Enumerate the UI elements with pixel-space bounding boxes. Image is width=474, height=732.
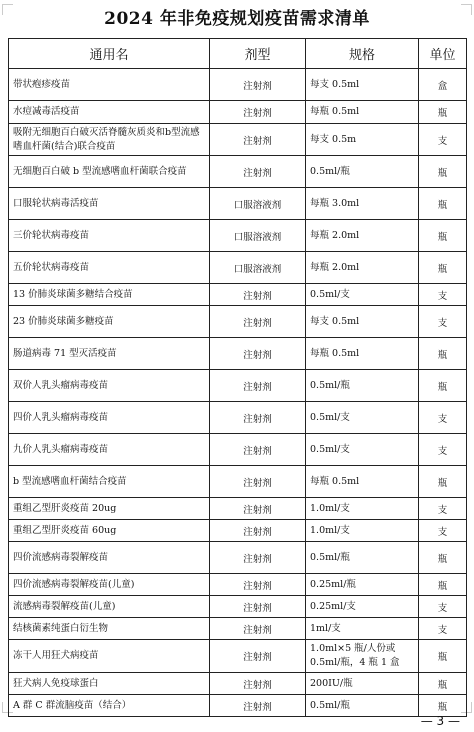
vaccine-name-cell: 吸附无细胞百白破灭活脊髓灰质炎和b型流感嗜血杆菌(结合)联合疫苗 — [9, 124, 210, 156]
unit-cell: 瓶 — [419, 220, 467, 252]
vaccine-name-cell: 23 价肺炎球菌多糖疫苗 — [9, 306, 210, 338]
vaccine-name-cell: b 型流感嗜血杆菌结合疫苗 — [9, 466, 210, 498]
unit-cell: 瓶 — [419, 574, 467, 596]
specification-cell: 0.5ml/支 — [306, 434, 419, 466]
vaccine-name-cell: 四价人乳头瘤病毒疫苗 — [9, 402, 210, 434]
table-row — [9, 466, 467, 498]
document-title: 2024 年非免疫规划疫苗需求清单 — [104, 9, 370, 29]
column-header-form: 剂型 — [210, 39, 306, 69]
specification-cell: 0.5ml/瓶 — [306, 695, 419, 717]
unit-cell: 支 — [419, 596, 467, 618]
table-row — [9, 618, 467, 640]
dosage-form-cell: 注射剂 — [210, 402, 306, 434]
unit-cell: 瓶 — [419, 542, 467, 574]
dosage-form-cell: 注射剂 — [210, 434, 306, 466]
specification-cell: 0.5ml/支 — [306, 284, 419, 306]
unit-cell: 瓶 — [419, 695, 467, 717]
unit-cell: 瓶 — [419, 338, 467, 370]
unit-cell: 瓶 — [419, 466, 467, 498]
table-row — [9, 434, 467, 466]
table-row — [9, 220, 467, 252]
unit-cell: 瓶 — [419, 370, 467, 402]
unit-cell: 瓶 — [419, 101, 467, 124]
specification-cell: 每瓶 2.0ml — [306, 252, 419, 284]
specification-cell: 1ml/支 — [306, 618, 419, 640]
table-row — [9, 574, 467, 596]
column-header-spec: 规格 — [306, 39, 419, 69]
table-row — [9, 284, 467, 306]
table-row — [9, 306, 467, 338]
table-row — [9, 596, 467, 618]
dosage-form-cell: 注射剂 — [210, 306, 306, 338]
specification-cell: 每瓶 0.5ml — [306, 338, 419, 370]
dosage-form-cell: 注射剂 — [210, 284, 306, 306]
dosage-form-cell: 口服溶液剂 — [210, 252, 306, 284]
unit-cell: 瓶 — [419, 252, 467, 284]
table-row — [9, 498, 467, 520]
table-row — [9, 188, 467, 220]
specification-cell: 0.5ml/支 — [306, 402, 419, 434]
dosage-form-cell: 口服溶液剂 — [210, 220, 306, 252]
vaccine-name-cell: 四价流感病毒裂解疫苗 — [9, 542, 210, 574]
unit-cell: 盒 — [419, 69, 467, 101]
specification-cell: 每瓶 3.0ml — [306, 188, 419, 220]
vaccine-name-cell: 双价人乳头瘤病毒疫苗 — [9, 370, 210, 402]
specification-cell: 每支 0.5m — [306, 124, 419, 156]
table-row — [9, 252, 467, 284]
vaccine-name-cell: 重组乙型肝炎疫苗 60ug — [9, 520, 210, 542]
unit-cell: 支 — [419, 434, 467, 466]
specification-cell: 每支 0.5ml — [306, 69, 419, 101]
column-header-unit: 单位 — [419, 39, 467, 69]
unit-cell: 支 — [419, 402, 467, 434]
table-row — [9, 69, 467, 101]
specification-cell: 0.25ml/瓶 — [306, 574, 419, 596]
table-row — [9, 338, 467, 370]
vaccine-name-cell: 冻干人用狂犬病疫苗 — [9, 640, 210, 673]
unit-cell: 瓶 — [419, 673, 467, 695]
vaccine-name-cell: 九价人乳头瘤病毒疫苗 — [9, 434, 210, 466]
dosage-form-cell: 注射剂 — [210, 695, 306, 717]
table-row — [9, 402, 467, 434]
specification-cell: 1.0ml/支 — [306, 520, 419, 542]
dosage-form-cell: 注射剂 — [210, 640, 306, 673]
dosage-form-cell: 注射剂 — [210, 618, 306, 640]
specification-cell: 1.0ml×5 瓶/人份或 0.5ml/瓶，4 瓶 1 盒 — [306, 640, 419, 673]
dosage-form-cell: 口服溶液剂 — [210, 188, 306, 220]
vaccine-name-cell: 五价轮状病毒疫苗 — [9, 252, 210, 284]
specification-cell: 每瓶 0.5ml — [306, 101, 419, 124]
table-row — [9, 156, 467, 188]
dosage-form-cell: 注射剂 — [210, 574, 306, 596]
table-header-row — [9, 39, 467, 69]
dosage-form-cell: 注射剂 — [210, 673, 306, 695]
vaccine-name-cell: 无细胞百白破 b 型流感嗜血杆菌联合疫苗 — [9, 156, 210, 188]
table-row — [9, 370, 467, 402]
unit-cell: 支 — [419, 520, 467, 542]
unit-cell: 支 — [419, 124, 467, 156]
table-row — [9, 124, 467, 156]
dosage-form-cell: 注射剂 — [210, 69, 306, 101]
unit-cell: 瓶 — [419, 640, 467, 673]
table-row — [9, 101, 467, 124]
dosage-form-cell: 注射剂 — [210, 370, 306, 402]
specification-cell: 0.5ml/瓶 — [306, 156, 419, 188]
specification-cell: 每瓶 0.5ml — [306, 466, 419, 498]
vaccine-name-cell: 带状疱疹疫苗 — [9, 69, 210, 101]
vaccine-demand-table — [8, 38, 467, 717]
vaccine-name-cell: 结核菌素纯蛋白衍生物 — [9, 618, 210, 640]
table-row — [9, 520, 467, 542]
unit-cell: 支 — [419, 306, 467, 338]
vaccine-name-cell: 流感病毒裂解疫苗(儿童) — [9, 596, 210, 618]
specification-cell: 200IU/瓶 — [306, 673, 419, 695]
dosage-form-cell: 注射剂 — [210, 101, 306, 124]
table-row — [9, 542, 467, 574]
dosage-form-cell: 注射剂 — [210, 124, 306, 156]
unit-cell: 支 — [419, 498, 467, 520]
vaccine-name-cell: 水痘减毒活疫苗 — [9, 101, 210, 124]
dosage-form-cell: 注射剂 — [210, 596, 306, 618]
vaccine-name-cell: 重组乙型肝炎疫苗 20ug — [9, 498, 210, 520]
dosage-form-cell: 注射剂 — [210, 498, 306, 520]
vaccine-name-cell: 13 价肺炎球菌多糖结合疫苗 — [9, 284, 210, 306]
vaccine-name-cell: 口服轮状病毒活疫苗 — [9, 188, 210, 220]
specification-cell: 每瓶 2.0ml — [306, 220, 419, 252]
specification-cell: 0.25ml/支 — [306, 596, 419, 618]
specification-cell: 每支 0.5ml — [306, 306, 419, 338]
table-row — [9, 695, 467, 717]
vaccine-name-cell: 肠道病毒 71 型灭活疫苗 — [9, 338, 210, 370]
specification-cell: 1.0ml/支 — [306, 498, 419, 520]
vaccine-name-cell: 三价轮状病毒疫苗 — [9, 220, 210, 252]
dosage-form-cell: 注射剂 — [210, 338, 306, 370]
table-row — [9, 640, 467, 673]
table-row — [9, 673, 467, 695]
unit-cell: 瓶 — [419, 188, 467, 220]
specification-cell: 0.5ml/瓶 — [306, 370, 419, 402]
specification-cell: 0.5ml/瓶 — [306, 542, 419, 574]
dosage-form-cell: 注射剂 — [210, 520, 306, 542]
page-number: — 3 — — [420, 714, 460, 728]
unit-cell: 瓶 — [419, 156, 467, 188]
column-header-name: 通用名 — [9, 39, 210, 69]
dosage-form-cell: 注射剂 — [210, 466, 306, 498]
dosage-form-cell: 注射剂 — [210, 156, 306, 188]
vaccine-name-cell: 四价流感病毒裂解疫苗(儿童) — [9, 574, 210, 596]
vaccine-name-cell: A 群 C 群流脑疫苗（结合） — [9, 695, 210, 717]
vaccine-name-cell: 狂犬病人免疫球蛋白 — [9, 673, 210, 695]
dosage-form-cell: 注射剂 — [210, 542, 306, 574]
unit-cell: 支 — [419, 284, 467, 306]
unit-cell: 支 — [419, 618, 467, 640]
